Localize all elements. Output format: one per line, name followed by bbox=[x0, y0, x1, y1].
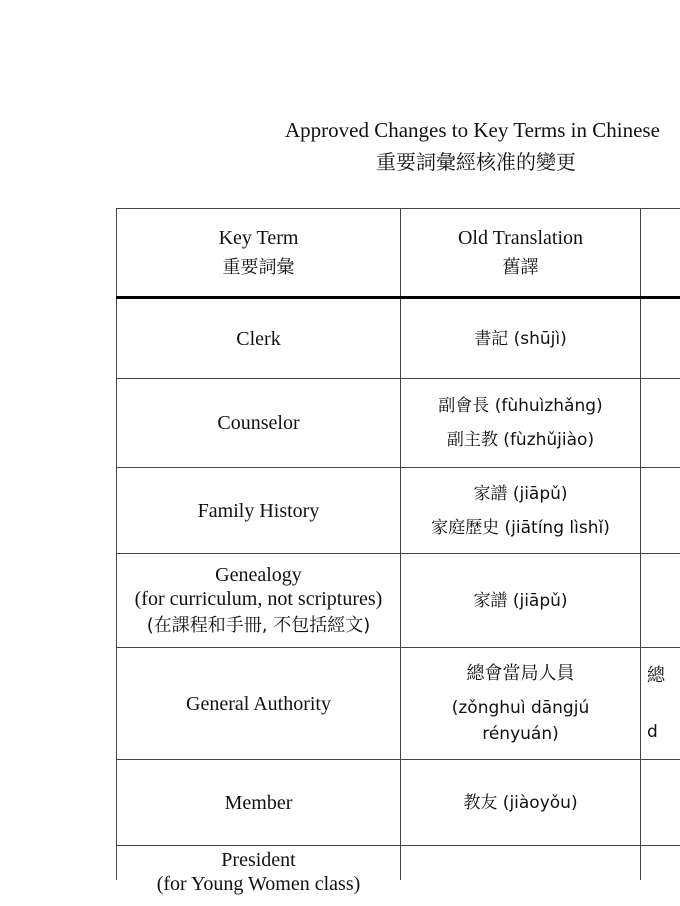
document-title: Approved Changes to Key Terms in Chinese bbox=[285, 118, 660, 142]
table-row-term: General Authority bbox=[186, 692, 331, 715]
old-translation: 家庭歷史 (jiātíng lìshǐ) bbox=[431, 517, 610, 538]
header-key-term bbox=[117, 209, 400, 296]
new-translation-fragment bbox=[641, 648, 680, 759]
header-old-translation-zh: 舊譯 bbox=[502, 256, 539, 278]
header-key-term-zh: 重要詞彙 bbox=[222, 256, 295, 278]
term-note: (for curriculum, not scriptures) bbox=[134, 587, 383, 610]
table-row-old bbox=[401, 468, 640, 553]
table-row-term bbox=[117, 554, 400, 647]
table-row-term bbox=[117, 846, 400, 906]
header-old-translation bbox=[401, 209, 640, 296]
table-row-term: Counselor bbox=[217, 412, 300, 434]
table-row-old bbox=[401, 554, 640, 647]
term-note-zh: (在課程和手冊, 不包括經文) bbox=[146, 614, 371, 636]
table-row-old bbox=[401, 379, 640, 467]
old-translation: 書記 (shūjì) bbox=[474, 328, 567, 349]
old-translation: 家譜 (jiāpǔ) bbox=[473, 590, 568, 611]
header-key-term-en: Key Term bbox=[218, 226, 299, 249]
table-row-old bbox=[401, 648, 640, 759]
new-translation-fragment-top: 總 bbox=[647, 664, 665, 686]
old-translation-pinyin: (zǒnghuì dāngjú bbox=[451, 697, 590, 718]
old-translation: 教友 (jiàoyǒu) bbox=[463, 792, 578, 813]
new-translation-fragment-bottom: d bbox=[647, 721, 658, 742]
header-old-translation-en: Old Translation bbox=[457, 226, 584, 249]
old-translation: 家譜 (jiāpǔ) bbox=[473, 483, 568, 504]
table-row-term: Clerk bbox=[236, 327, 281, 350]
term-label: President bbox=[221, 849, 296, 871]
old-translation-zh: 總會當局人員 bbox=[466, 662, 575, 684]
table-row-term: Member bbox=[224, 791, 293, 814]
document-subtitle: 重要詞彙經核准的變更 bbox=[376, 150, 576, 174]
old-translation: 副會長 (fùhuìzhǎng) bbox=[438, 396, 603, 416]
term-note: (for Young Women class) bbox=[156, 873, 361, 895]
table-row-old bbox=[401, 760, 640, 845]
old-translation: 副主教 (fùzhǔjiào) bbox=[446, 430, 595, 450]
table-row-old bbox=[401, 299, 640, 378]
old-translation-pinyin: rényuán) bbox=[482, 723, 559, 744]
table-row-term: Family History bbox=[197, 499, 320, 522]
term-label: Genealogy bbox=[215, 563, 302, 586]
